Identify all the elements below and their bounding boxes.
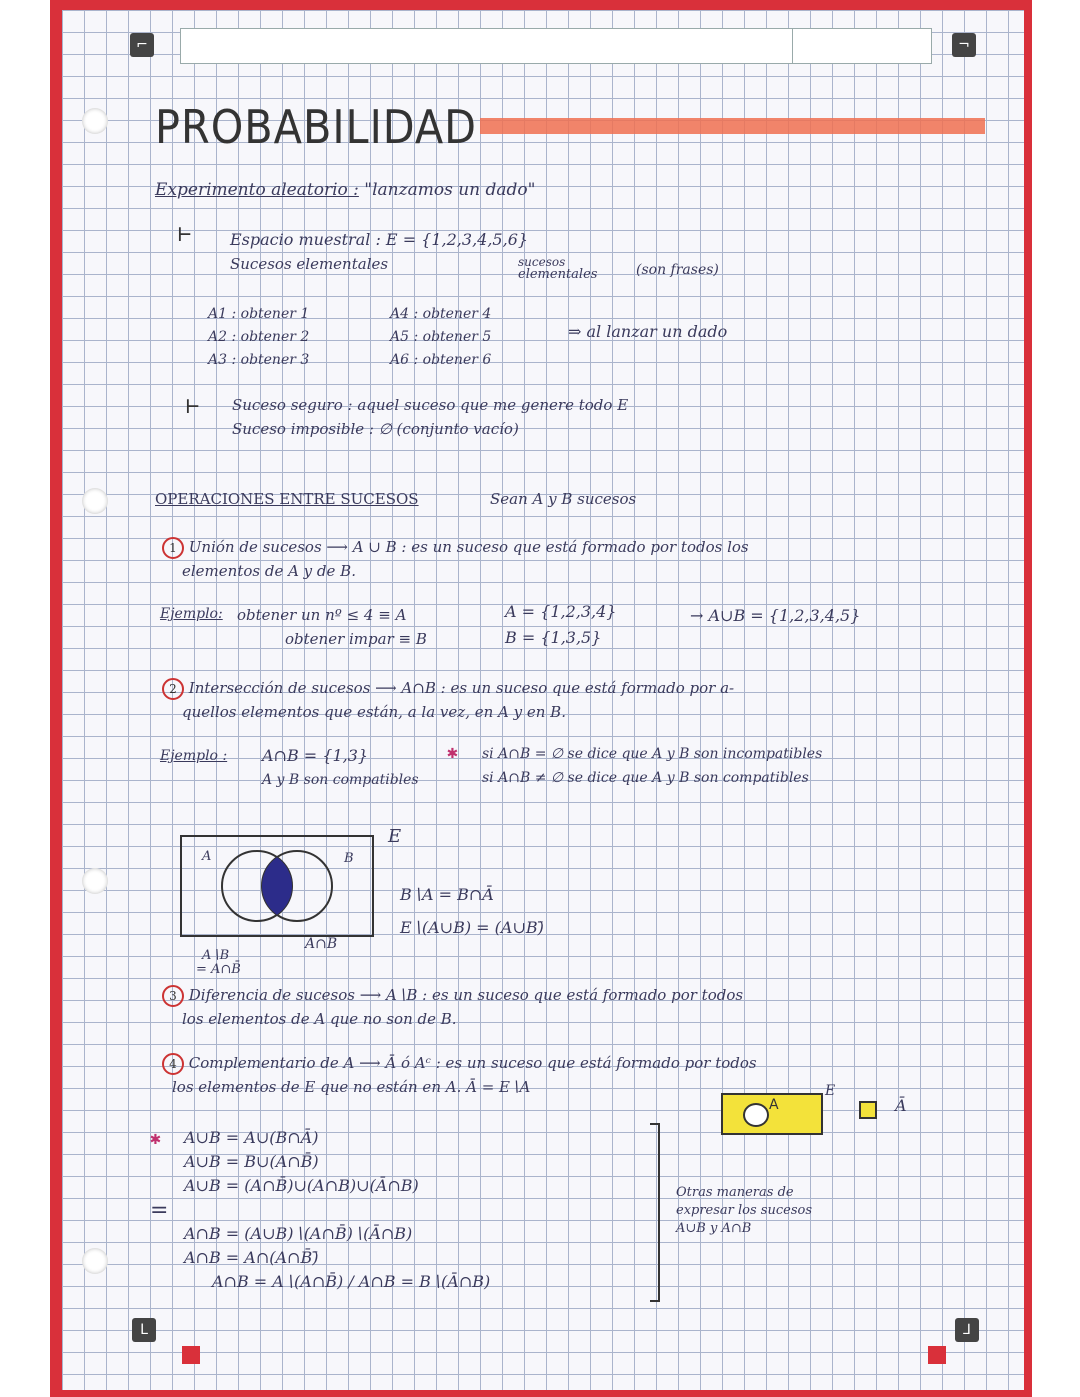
elementary-events-label: Sucesos elementales (230, 255, 389, 273)
comp-def-2: los elementos de E que no están en A. Ā = E∖A (172, 1078, 531, 1096)
corner-marker-icon: ¬ (952, 33, 976, 57)
operations-heading: OPERACIONES ENTRE SUCESOS (155, 490, 419, 508)
complement-circle (743, 1103, 769, 1127)
formula-bracket (650, 1123, 660, 1302)
inter-def-2: quellos elementos que están, a la vez, en A y en B. (182, 703, 566, 721)
venn-diagram (180, 835, 374, 937)
example-line: obtener un nº ≤ 4 ≡ A (237, 606, 407, 624)
side-note: expresar los sucesos (676, 1203, 812, 1218)
bracket-icon: ⊢ (178, 222, 192, 247)
example-label: Ejemplo: (160, 606, 223, 622)
sample-space: Espacio muestral : E = {1,2,3,4,5,6} (230, 230, 529, 249)
example-line: A y B son compatibles (262, 772, 419, 788)
venn-note: A∖B (202, 948, 230, 963)
set-a: A = {1,2,3,4} (505, 602, 617, 621)
venn-note: A∩B (305, 936, 338, 952)
binder-hole (82, 1248, 108, 1274)
number-badge: 1 (162, 537, 184, 559)
binder-hole (82, 868, 108, 894)
formula: A∪B = A∪(B∩Ā) (184, 1128, 319, 1147)
set-b: B = {1,3,5} (505, 628, 602, 647)
diff-def-2: los elementos de A que no son de B. (182, 1010, 457, 1028)
side-note: A∪B y A∩B (676, 1221, 752, 1236)
sure-event: Suceso seguro : aquel suceso que me genere todo E (232, 396, 629, 414)
formula: A∪B = (A∩B̄)∪(A∩B)∪(Ā∩B) (184, 1176, 419, 1195)
red-square-marker (928, 1346, 946, 1364)
union-def-1: Unión de sucesos ⟶ A ∪ B : es un suceso que está formado por todos los (188, 538, 749, 556)
number-badge: 2 (162, 678, 184, 700)
complement-label-e: E (825, 1083, 836, 1099)
formula: A∩B = A∖(A∩B̄) / A∩B = B∖(Ā∩B) (212, 1272, 491, 1291)
venn-label-a: A (202, 849, 212, 864)
title-highlight (480, 118, 985, 134)
formula: A∪B = B∪(A∩B̄) (184, 1152, 319, 1171)
star-icon: ✱ (447, 742, 458, 763)
diff-def-1: Diferencia de sucesos ⟶ A∖B : es un suceso que está formado por todos (188, 986, 744, 1004)
bracket-icon: ⊢ (186, 394, 200, 419)
comp-def-1: Complementario de A ⟶ Ā ó Aᶜ : es un suceso que está formado por todos (188, 1054, 757, 1072)
red-square-marker (182, 1346, 200, 1364)
impossible-event: Suceso imposible : ∅ (conjunto vacío) (232, 420, 519, 438)
difference-identity: B∖A = B∩Ā (400, 885, 494, 904)
outcome: A5 : obtener 5 (390, 329, 492, 345)
example-line: obtener impar ≡ B (285, 630, 427, 648)
corner-marker-icon: ⅃ (955, 1318, 979, 1342)
page-title: PROBABILIDAD (155, 100, 478, 154)
outcome: A1 : obtener 1 (208, 306, 310, 322)
union-result: → A∪B = {1,2,3,4,5} (690, 606, 861, 625)
outcome: A6 : obtener 6 (390, 352, 492, 368)
number-badge: 4 (162, 1053, 184, 1075)
corner-marker-icon: ⌐ (130, 33, 154, 57)
equals-mark: = (150, 1198, 169, 1223)
corner-marker-icon: L (132, 1318, 156, 1342)
events-note-2: elementales (518, 267, 598, 282)
complement-diagram (721, 1093, 823, 1135)
header-box (180, 28, 932, 64)
complement-identity: E∖(A∪B) = (A∪B)̄ (400, 918, 544, 937)
binder-hole (82, 488, 108, 514)
formula: A∩B = (A∪B)∖(A∩B̄)∖(Ā∩B) (184, 1224, 413, 1243)
compatible-rule: si A∩B ≠ ∅ se dice que A y B son compatibles (482, 770, 809, 786)
binder-hole (82, 108, 108, 134)
example-label: Ejemplo : (160, 748, 228, 764)
venn-label-b: B (344, 851, 354, 866)
outcome: A2 : obtener 2 (208, 329, 310, 345)
outcome: A4 : obtener 4 (390, 306, 492, 322)
outcome: A3 : obtener 3 (208, 352, 310, 368)
venn-note: = A∩B̄ (196, 962, 241, 977)
venn-label-e: E (388, 826, 402, 847)
events-note-1: sucesos (518, 255, 566, 269)
experiment-label: Experimento aleatorio : (155, 180, 359, 200)
union-def-2: elementos de A y de B. (182, 562, 356, 580)
dice-note: ⇒ al lanzar un dado (568, 322, 728, 341)
events-note-3: (son frases) (636, 262, 719, 278)
example-line: A∩B = {1,3} (262, 746, 369, 765)
number-badge: 3 (162, 985, 184, 1007)
complement-label-a: A (769, 1097, 779, 1113)
incompatible-rule: si A∩B = ∅ se dice que A y B son incompatibles (482, 746, 823, 762)
inter-def-1: Intersección de sucesos ⟶ A∩B : es un suceso que está formado por a- (188, 679, 735, 697)
formula: A∩B = A∩(A∩B̄)̄ (184, 1248, 319, 1267)
operations-aside: Sean A y B sucesos (490, 490, 637, 508)
side-note: Otras maneras de (676, 1185, 794, 1200)
complement-legend-box (859, 1101, 877, 1119)
star-icon: ✱ (150, 1128, 161, 1149)
complement-legend-label: Ā (895, 1096, 907, 1115)
experiment-value: "lanzamos un dado" (364, 180, 536, 200)
